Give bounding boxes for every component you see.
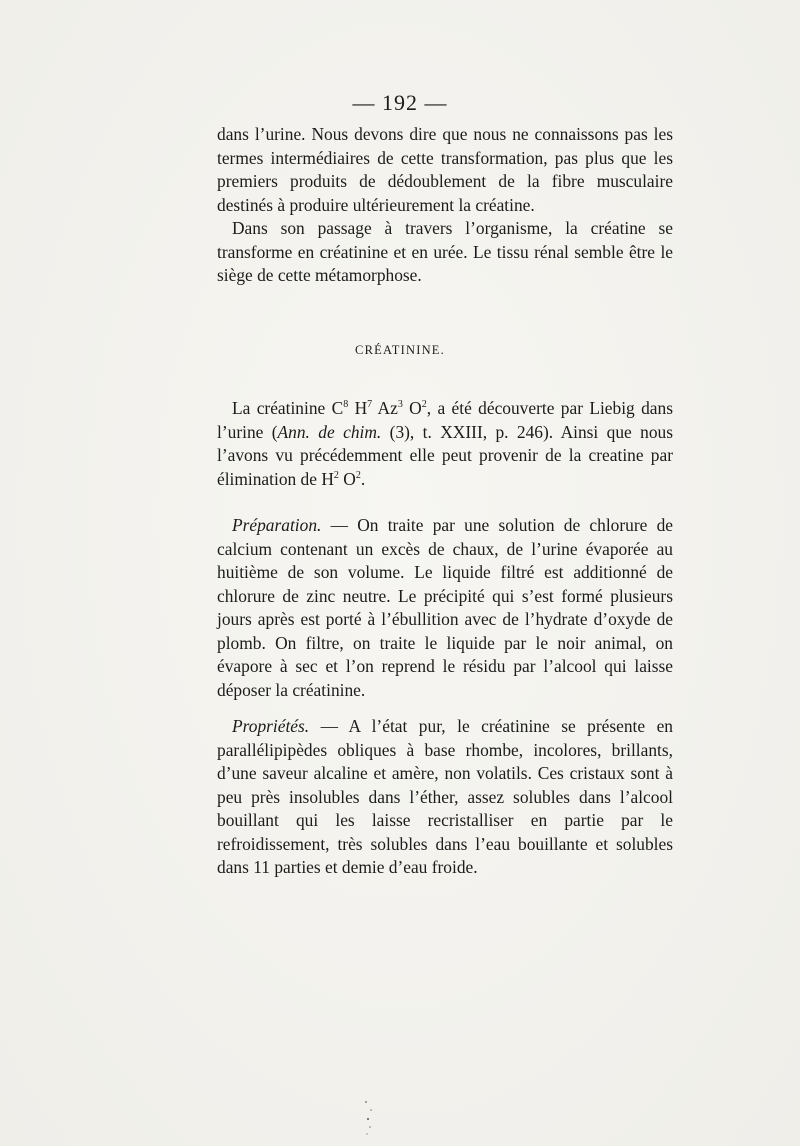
ink-speck-marks <box>362 1098 376 1138</box>
preparation-label: Préparation. <box>232 515 322 535</box>
paragraph-1: dans l’urine. Nous devons dire que nous ne connaissons pas les termes intermédiaires de cette transformation, pas plus que les premiers produits de dédoublement de la fibre musculaire destinés à produire ultérieurement la créatine. <box>217 124 673 215</box>
section-heading: CRÉATININE. <box>355 343 445 357</box>
text-block-properties <box>217 715 673 880</box>
paragraph-properties: Propriétés. — A l’état pur, le créatinine se présente en parallélipipèdes obliques à base rhombe, incolores, brillants, d’une saveur alcaline et amère, non volatils. Ces cristaux sont à peu près insolubles dans l’éther, assez solubles dans l’alcool bouillant qui les laisse recristalliser en partie par le refroidissement, très solubles dans l’eau bouillante et solubles dans 11 parties et demie d’eau froide. <box>217 716 673 877</box>
text-block-creatinine <box>217 397 673 491</box>
text-block-top <box>217 123 673 288</box>
reference-title: Ann. de chim. <box>277 421 382 442</box>
paragraph-preparation: Préparation. — On traite par une solution de chlorure de calcium contenant un excès de chaux, de l’urine évaporée au huitième de son volume. Le liquide filtré est additionné de chlorure de zinc neutre. Le précipité qui s’est formé plusieurs jours après est porté à l’ébullition avec de l’hydrate d’oxyde de plomb. On filtre, on traite le liquide par le noir animal, on évapore à sec et l’on reprend le résidu par l’alcool qui laisse déposer la créatinine. <box>217 515 673 700</box>
page-number: — 192 — <box>352 90 448 115</box>
text-block-preparation <box>217 514 673 702</box>
paragraph-2: Dans son passage à travers l’organisme, la créatine se transforme en créatinine et en urée. Le tissu rénal semble être le siège de cette métamorphose. <box>217 218 673 285</box>
paragraph-3: La créatinine $C^8$ $H^7$ Az$^3$ $O^2$, a été découverte par Liebig dans l’urine (Ann. de chim. (3), t. XXIII, p. 246). Ainsi que nous l’avons vu précédemment elle peut provenir de la creatine par élimination de $H^2$ $O^2$. <box>217 398 673 489</box>
properties-label: Propriétés. <box>232 716 310 736</box>
